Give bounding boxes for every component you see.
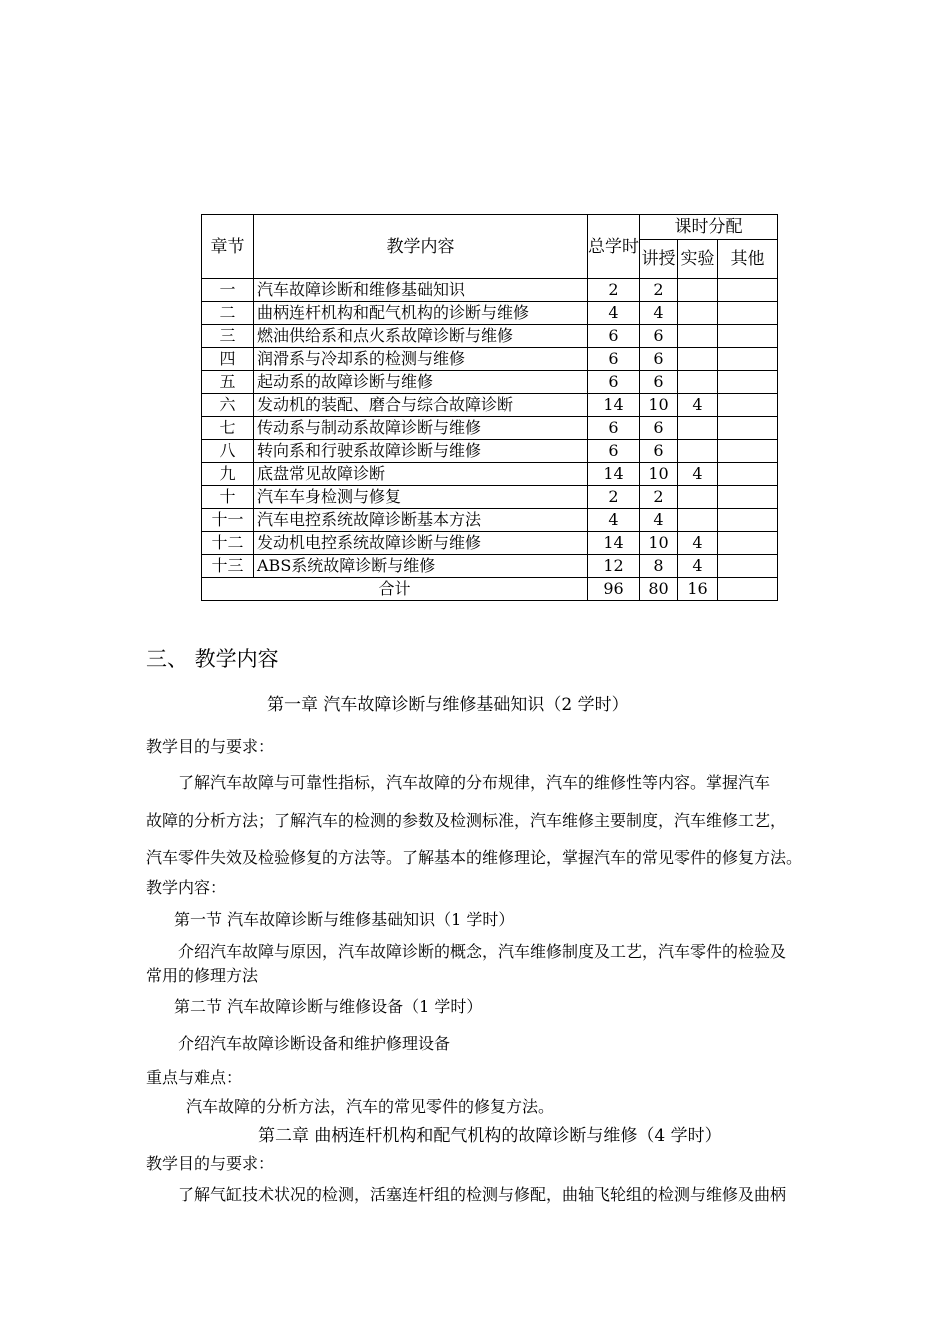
chapter1-section1-title: 第一节 汽车故障诊断与维修基础知识（1 学时） [174, 910, 515, 929]
table-header-row [202, 215, 778, 240]
row-content: 汽车车身检测与修复 [254, 486, 588, 509]
row-chapter-number: 十 [202, 486, 254, 509]
row-lecture-hours: 6 [640, 417, 678, 440]
chapter1-goals-line-1: 了解汽车故障与可靠性指标，汽车故障的分布规律，汽车的维修性等内容。掌握汽车 [178, 773, 771, 792]
row-other-hours [718, 509, 778, 532]
row-lecture-hours: 6 [640, 371, 678, 394]
row-total-hours: 6 [588, 440, 640, 463]
header-total-hours: 总学时 [588, 215, 640, 279]
row-other-hours [718, 394, 778, 417]
row-lab-hours: 4 [678, 532, 718, 555]
row-total-hours: 2 [588, 486, 640, 509]
row-total-hours: 14 [588, 394, 640, 417]
row-content: 转向系和行驶系故障诊断与维修 [254, 440, 588, 463]
row-lecture-hours: 2 [640, 279, 678, 302]
row-chapter-number: 十二 [202, 532, 254, 555]
row-other-hours [718, 486, 778, 509]
table-row [202, 302, 778, 325]
chapter1-goals-label: 教学目的与要求： [146, 737, 275, 756]
row-other-hours [718, 440, 778, 463]
row-total-hours: 4 [588, 509, 640, 532]
row-lecture-hours: 8 [640, 555, 678, 578]
row-other-hours [718, 371, 778, 394]
row-other-hours [718, 325, 778, 348]
row-chapter-number: 六 [202, 394, 254, 417]
table-row [202, 279, 778, 302]
row-chapter-number: 一 [202, 279, 254, 302]
row-total-hours: 14 [588, 532, 640, 555]
row-other-hours [718, 532, 778, 555]
row-other-hours [718, 302, 778, 325]
row-content: 汽车故障诊断和维修基础知识 [254, 279, 588, 302]
row-chapter-number: 七 [202, 417, 254, 440]
table-row [202, 440, 778, 463]
row-content: 汽车电控系统故障诊断基本方法 [254, 509, 588, 532]
course-hours-table [201, 214, 778, 601]
row-total-hours: 2 [588, 279, 640, 302]
header-lecture: 讲授 [640, 240, 678, 279]
chapter1-key-text: 汽车故障的分析方法，汽车的常见零件的修复方法。 [186, 1097, 555, 1116]
section-heading: 三、 教学内容 [146, 647, 279, 671]
header-lab: 实验 [678, 240, 718, 279]
row-total-hours: 6 [588, 417, 640, 440]
row-total-hours: 6 [588, 371, 640, 394]
row-lecture-hours: 2 [640, 486, 678, 509]
row-lab-hours [678, 440, 718, 463]
row-total-hours: 6 [588, 348, 640, 371]
chapter1-title: 第一章 汽车故障诊断与维修基础知识（2 学时） [267, 695, 629, 715]
table-total-row [202, 578, 778, 601]
table-row [202, 509, 778, 532]
row-total-hours: 12 [588, 555, 640, 578]
row-chapter-number: 九 [202, 463, 254, 486]
row-lecture-hours: 6 [640, 325, 678, 348]
chapter1-section1-line-2: 常用的修理方法 [146, 966, 259, 985]
row-lab-hours [678, 279, 718, 302]
chapter1-section2-title: 第二节 汽车故障诊断与维修设备（1 学时） [174, 997, 483, 1016]
row-other-hours [718, 555, 778, 578]
chapter1-key-label: 重点与难点： [146, 1068, 243, 1087]
row-content: 底盘常见故障诊断 [254, 463, 588, 486]
row-lab-hours: 4 [678, 394, 718, 417]
row-chapter-number: 二 [202, 302, 254, 325]
row-content: 燃油供给系和点火系故障诊断与维修 [254, 325, 588, 348]
row-lecture-hours: 10 [640, 532, 678, 555]
row-lecture-hours: 6 [640, 440, 678, 463]
row-content: 发动机电控系统故障诊断与维修 [254, 532, 588, 555]
row-content: ABS系统故障诊断与维修 [254, 555, 588, 578]
table-row [202, 325, 778, 348]
row-lab-hours: 4 [678, 463, 718, 486]
table-row [202, 348, 778, 371]
row-other-hours [718, 463, 778, 486]
row-chapter-number: 四 [202, 348, 254, 371]
row-chapter-number: 八 [202, 440, 254, 463]
row-lecture-hours: 4 [640, 302, 678, 325]
row-chapter-number: 五 [202, 371, 254, 394]
total-lecture: 80 [640, 578, 678, 601]
row-other-hours [718, 417, 778, 440]
header-content: 教学内容 [254, 215, 588, 279]
table-row [202, 417, 778, 440]
row-content: 发动机的装配、磨合与综合故障诊断 [254, 394, 588, 417]
chapter1-goals-line-3: 汽车零件失效及检验修复的方法等。了解基本的维修理论，掌握汽车的常见零件的修复方法。 [146, 848, 803, 867]
header-hour-allocation: 课时分配 [640, 215, 778, 240]
chapter2-title: 第二章 曲柄连杆机构和配气机构的故障诊断与维修（4 学时） [258, 1126, 722, 1146]
row-lecture-hours: 4 [640, 509, 678, 532]
chapter2-goals-label: 教学目的与要求： [146, 1154, 275, 1173]
row-lab-hours [678, 509, 718, 532]
row-content: 润滑系与冷却系的检测与维修 [254, 348, 588, 371]
row-content: 传动系与制动系故障诊断与维修 [254, 417, 588, 440]
chapter1-goals-line-2: 故障的分析方法；了解汽车的检测的参数及检测标准，汽车维修主要制度，汽车维修工艺， [146, 811, 787, 830]
row-lab-hours [678, 486, 718, 509]
row-chapter-number: 三 [202, 325, 254, 348]
chapter1-section2-text: 介绍汽车故障诊断设备和维护修理设备 [178, 1034, 451, 1053]
table-row [202, 463, 778, 486]
row-chapter-number: 十三 [202, 555, 254, 578]
chapter2-goals-line-1: 了解气缸技术状况的检测，活塞连杆组的检测与修配，曲轴飞轮组的检测与维修及曲柄 [178, 1185, 787, 1204]
table-row [202, 555, 778, 578]
row-lab-hours [678, 348, 718, 371]
row-total-hours: 14 [588, 463, 640, 486]
row-lab-hours [678, 325, 718, 348]
total-label: 合计 [202, 578, 588, 601]
table-row [202, 532, 778, 555]
row-lab-hours [678, 371, 718, 394]
table-row [202, 394, 778, 417]
chapter1-section1-line-1: 介绍汽车故障与原因，汽车故障诊断的概念，汽车维修制度及工艺，汽车零件的检验及 [178, 942, 787, 961]
row-lecture-hours: 10 [640, 463, 678, 486]
row-lecture-hours: 10 [640, 394, 678, 417]
row-content: 曲柄连杆机构和配气机构的诊断与维修 [254, 302, 588, 325]
total-other [718, 578, 778, 601]
row-total-hours: 6 [588, 325, 640, 348]
header-other: 其他 [718, 240, 778, 279]
row-lab-hours [678, 302, 718, 325]
row-content: 起动系的故障诊断与维修 [254, 371, 588, 394]
total-hours: 96 [588, 578, 640, 601]
row-other-hours [718, 348, 778, 371]
table-row [202, 371, 778, 394]
header-chapter: 章节 [202, 215, 254, 279]
row-total-hours: 4 [588, 302, 640, 325]
row-chapter-number: 十一 [202, 509, 254, 532]
row-lecture-hours: 6 [640, 348, 678, 371]
row-other-hours [718, 279, 778, 302]
total-lab: 16 [678, 578, 718, 601]
table-row [202, 486, 778, 509]
chapter1-content-label: 教学内容： [146, 878, 227, 897]
row-lab-hours: 4 [678, 555, 718, 578]
row-lab-hours [678, 417, 718, 440]
